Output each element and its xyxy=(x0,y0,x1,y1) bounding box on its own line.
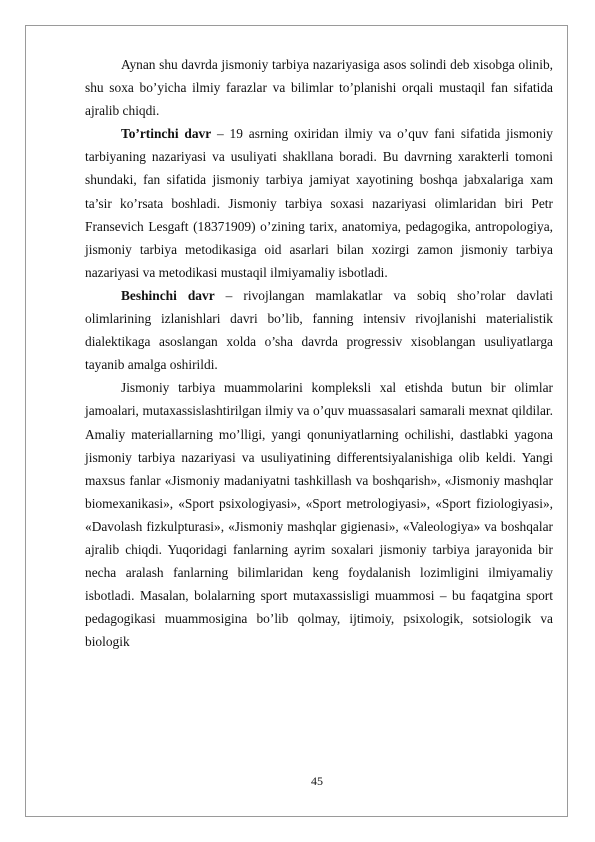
paragraph-4-text: Jismoniy tarbiya muammolarini kompleksli xal etishda butun bir olimlar jamoalari, mutaxassislashtirilgan ilmiy va o’quv muassasalari samarali mexnat qildilar. Amaliy materiallarning mo’lligi, yangi qonuniyatlarning ochilishi, dastlabki yagona jismoniy tarbiya nazariyasi va usuliyatining differentsiyalanishiga olib keldi. Yangi maxsus fanlar «Jismoniy madaniyatni tashkillash va boshqarish», «Jismoniy mashqlar biomexanikasi», «Sport psixologiyasi», «Sport metrologiyasi», «Sport fiziologiyasi», «Davolash fizkulpturasi», «Jismoniy mashqlar gigienasi», «Valeologiya» va boshqalar ajralib chiqdi. Yuqoridagi fanlarning ayrim soxalari jismoniy tarbiya jarayonida bir necha aralash fanlarning bilimlaridan keng foydalanish lozimligini ilmiyamaliy isbotladi. Masalan, bolalarning sport mutaxassisligi muammosi – bu faqatgina sport pedagogikasi muammosigina bo’lib qolmay, ijtimoiy, psixologik, sotsiologik va biologik xyxy=(85,380,553,650)
paragraph-3 xyxy=(85,284,553,376)
document-body xyxy=(85,53,553,653)
paragraph-1 xyxy=(85,53,553,122)
paragraph-3-text: – rivojlangan mamlakatlar va sobiq sho’rolar davlati olimlarining izlanishlari davri bo’lib, fanning intensiv rivojlanishi materialistik dialektikaga asoslangan xolda o’sha davrda progressiv xisoblangan usuliyatlarga tayanib amalga oshirildi. xyxy=(85,287,553,373)
paragraph-3-lead: Beshinchi davr xyxy=(121,287,215,303)
paragraph-2-text: – 19 asrning oxiridan ilmiy va o’quv fani sifatida jismoniy tarbiyaning nazariyasi va usuliyati shakllana boradi. Bu davrning xarakterli tomoni shundaki, fan sifatida jismoniy tarbiya jamiyat xayotining boshqa jabxalariga xam ta’sir ko’rsata boshladi. Jismoniy tarbiya soxasi nazariyasi olimlaridan biri Petr Fransevich Lesgaft (18371909) o’zining tarix, anatomiya, pedagogika, antropologiya, jismoniy tarbiya metodikasiga oid asarlari bilan xozirgi zamon jismoniy tarbiya nazariyasi va metodikasi mustaqil ilmiyamaliy isbotladi. xyxy=(85,126,553,280)
page-number: 45 xyxy=(311,774,323,788)
paragraph-2 xyxy=(85,122,553,284)
paragraph-1-text: Aynan shu davrda jismoniy tarbiya nazariyasiga asos solindi deb xisobga olinib, shu soxa bo’yicha ilmiy farazlar va bilimlar to’planishi orqali mustaqil fan sifatida ajralib chiqdi. xyxy=(85,57,553,119)
paragraph-4 xyxy=(85,376,553,653)
paragraph-2-lead: To’rtinchi davr xyxy=(121,126,212,142)
